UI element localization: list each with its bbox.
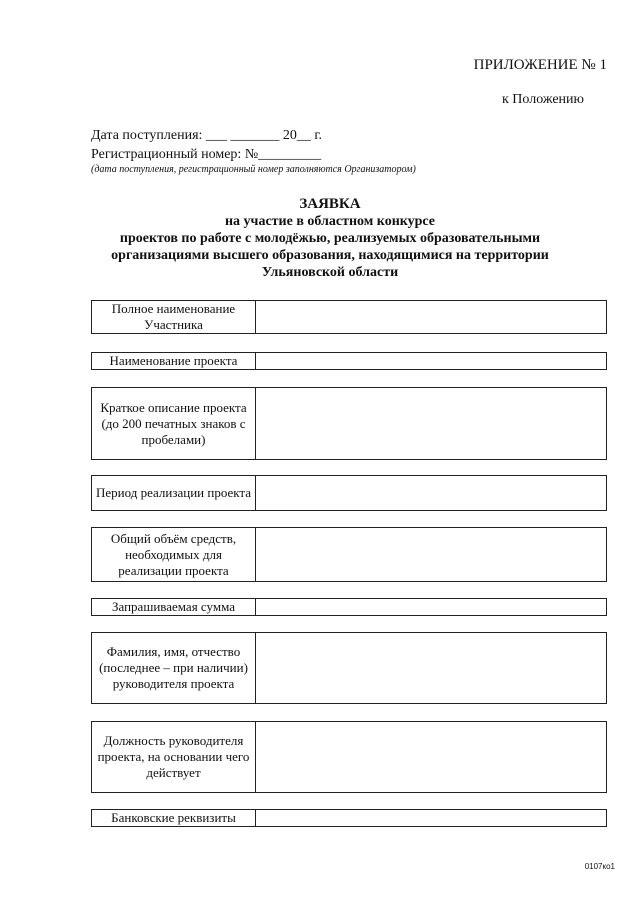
- form-row-participant-name: [91, 300, 607, 334]
- form-row-project-description: [91, 387, 607, 460]
- form-row-project-leader-name: [91, 632, 607, 704]
- title-line-4: Ульяновской области: [261, 265, 399, 280]
- form-label: Период реализации проекта: [92, 476, 256, 510]
- date-received-line: Дата поступления: ___ _______ 20__ г.: [91, 128, 323, 143]
- title-line-1: на участие в областном конкурсе: [224, 214, 436, 229]
- form-row-implementation-period: [91, 475, 607, 511]
- title-main: ЗАЯВКА: [299, 196, 361, 212]
- title-line-3: организациями высшего образования, находящимися на территории: [111, 248, 549, 263]
- form-value-field[interactable]: [256, 633, 606, 703]
- form-row-total-funds: [91, 527, 607, 582]
- to-regulation: к Положению: [501, 92, 584, 107]
- form-label: Краткое описание проекта (до 200 печатных знаков с пробелами): [92, 388, 256, 459]
- title-line-2: проектов по работе с молодёжью, реализуемых образовательными: [119, 231, 541, 246]
- form-label: Фамилия, имя, отчество (последнее – при наличии) руководителя проекта: [92, 633, 256, 703]
- form-value-field[interactable]: [256, 599, 606, 615]
- meta-note: (дата поступления, регистрационный номер заполняются Организатором): [91, 164, 416, 175]
- form-value-field[interactable]: [256, 476, 606, 510]
- registration-number-line: Регистрационный номер: №_________: [91, 147, 322, 162]
- form-label: Наименование проекта: [92, 353, 256, 369]
- form-label: Должность руководителя проекта, на основании чего действует: [92, 722, 256, 792]
- form-label: Банковские реквизиты: [92, 810, 256, 826]
- form-label: Полное наименование Участника: [92, 301, 256, 333]
- form-value-field[interactable]: [256, 722, 606, 792]
- document-code: 0107ко1: [584, 862, 615, 871]
- appendix-heading: ПРИЛОЖЕНИЕ № 1: [473, 57, 607, 73]
- form-row-project-name: [91, 352, 607, 370]
- form-value-field[interactable]: [256, 388, 606, 459]
- form-label: Запрашиваемая сумма: [92, 599, 256, 615]
- form-value-field[interactable]: [256, 301, 606, 333]
- form-label: Общий объём средств, необходимых для реализации проекта: [92, 528, 256, 581]
- form-row-bank-details: [91, 809, 607, 827]
- form-value-field[interactable]: [256, 528, 606, 581]
- form-value-field[interactable]: [256, 810, 606, 826]
- application-title: [60, 195, 600, 281]
- form-row-leader-position: [91, 721, 607, 793]
- form-row-requested-amount: [91, 598, 607, 616]
- form-value-field[interactable]: [256, 353, 606, 369]
